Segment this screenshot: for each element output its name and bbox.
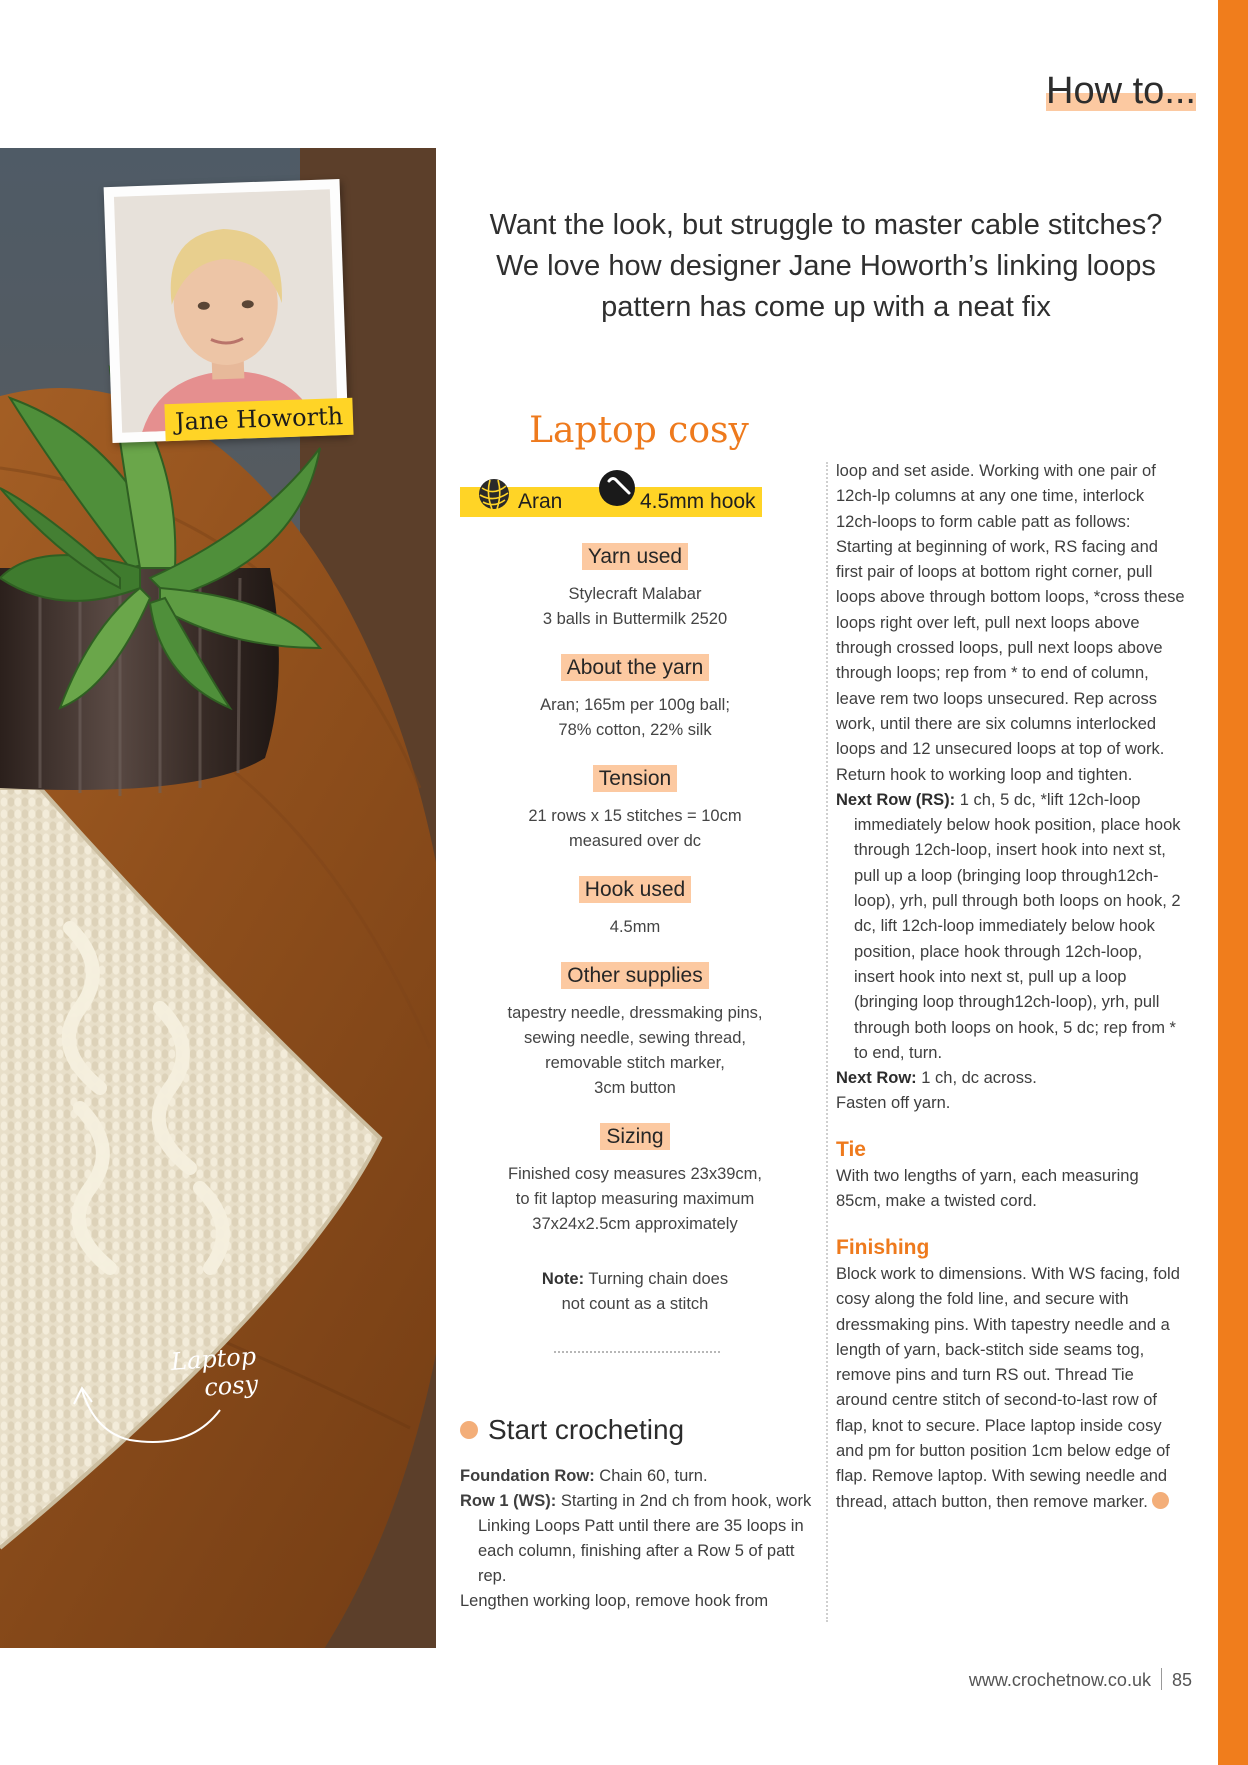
sizing-line: Finished cosy measures 23x39cm, <box>507 1165 763 1183</box>
next-row-rs-text: 1 ch, 5 dc, *lift 12ch-loop immediately below hook position, place hook through 12ch-loop, insert hook into next st, pull up a loop (bringing loop through12ch-loop), yrh, pull through both loops on hook, 2 dc, lift 12ch-loop immediately below hook position, place hook through 12ch-loop, insert hook into next st, pull up a loop (bringing loop through12ch-loop), yrh, pull through both loops on hook, 5 dc; rep from * to end, turn. <box>854 790 1181 1062</box>
foundation-row <box>460 1464 812 1489</box>
hook-used-block <box>470 876 800 940</box>
tension-line: 21 rows x 15 stitches = 10cm <box>528 807 742 825</box>
start-crocheting-body <box>460 1464 812 1614</box>
row-1-text: Starting in 2nd ch from hook, work Linking Loops Patt until there are 35 loops in each column, finishing after a Row 5 of patt rep. <box>478 1492 812 1585</box>
sizing-line: 37x24x2.5cm approximately <box>532 1215 738 1233</box>
sizing-line: to fit laptop measuring maximum <box>515 1190 755 1208</box>
column-divider <box>826 462 828 1622</box>
other-supplies-heading: Other supplies <box>561 962 708 989</box>
bullet-dot-icon <box>460 1421 478 1439</box>
about-yarn-block <box>470 654 800 743</box>
yarn-used-text <box>470 582 800 632</box>
section-divider <box>554 1351 720 1353</box>
tie-text: With two lengths of yarn, each measuring 85cm, make a twisted cord. <box>836 1167 1139 1211</box>
next-row <box>836 1066 1186 1091</box>
supplies-line: 3cm button <box>594 1079 676 1097</box>
next-row-rs <box>836 788 1186 1066</box>
finishing-heading: Finishing <box>836 1235 930 1259</box>
supplies-line: sewing needle, sewing thread, <box>524 1029 746 1047</box>
footer-separator <box>1161 1668 1162 1690</box>
start-crocheting-heading-text: Start crocheting <box>488 1414 685 1445</box>
end-bullet-icon <box>1152 1492 1169 1509</box>
next-row-text: 1 ch, dc across. <box>916 1069 1037 1088</box>
about-yarn-heading: About the yarn <box>561 654 710 681</box>
yarn-used-heading: Yarn used <box>582 543 688 570</box>
note-line: Turning chain does <box>584 1270 729 1288</box>
page-footer <box>969 1668 1192 1691</box>
yarn-used-block <box>470 543 800 632</box>
tension-block <box>470 765 800 854</box>
tie-heading: Tie <box>836 1137 866 1161</box>
about-yarn-line: 78% cotton, 22% silk <box>558 721 712 739</box>
hook-used-text: 4.5mm <box>609 918 661 936</box>
foundation-row-label: Foundation Row: <box>460 1467 595 1485</box>
intro-standfirst: Want the look, but struggle to master cable stitches? We love how designer Jane Howorth’s linking loops pattern has come up with a neat fix <box>489 209 1163 323</box>
other-supplies-text <box>470 1001 800 1101</box>
yarn-hook-strip <box>460 487 762 517</box>
tension-heading: Tension <box>593 765 677 792</box>
hook-used-heading: Hook used <box>579 876 691 903</box>
foundation-row-text: Chain 60, turn. <box>594 1467 708 1485</box>
note-line: not count as a stitch <box>561 1295 709 1313</box>
yarn-weight-label: Aran <box>518 490 563 513</box>
page-edge-accent-bar <box>1218 0 1248 1765</box>
supplies-line: tapestry needle, dressmaking pins, <box>507 1004 763 1022</box>
next-row-rs-label: Next Row (RS): <box>836 790 956 809</box>
cable-instructions: loop and set aside. Working with one pair of 12ch-lp columns at any one time, interlock 12ch-loops to form cable patt as follows: Starting at beginning of work, RS facing and first pair of loops at bottom right corner, pull loops above through bottom loops, *cross these loops right over left, pull next loops above through crossed loops, pull next loops above through loops; rep from * to end of column, leave rem two loops unsecured. Rep across work, until there are six columns interlocked loops and 12 unsecured loops at top of work. Return hook to working loop and tighten. <box>836 462 1185 784</box>
tension-text <box>470 804 800 854</box>
finishing-text <box>836 1262 1186 1515</box>
section-header <box>1046 70 1196 113</box>
other-supplies-block <box>470 962 800 1101</box>
page-number: 85 <box>1171 1670 1192 1690</box>
start-crocheting-section <box>460 1414 812 1614</box>
footer-url[interactable]: www.crochetnow.co.uk <box>968 1670 1151 1690</box>
finishing-body: Block work to dimensions. With WS facing, fold cosy along the fold line, and secure with dressmaking pins. With tapestry needle and a length of yarn, back-stitch side seams tog, remove pins and turn RS out. Thread Tie around centre stitch of second-to-last row of flap, knot to secure. Place laptop inside cosy and pm for button position 1cm below edge of flap. Remove laptop. With sewing needle and thread, attach button, then remove marker. <box>836 1264 1180 1511</box>
note-block <box>470 1267 800 1317</box>
yarn-used-line: 3 balls in Buttermilk 2520 <box>542 610 728 628</box>
note-text <box>470 1267 800 1317</box>
pattern-title: Laptop cosy <box>529 410 749 451</box>
hook-size-label: 4.5mm hook <box>640 490 756 513</box>
photo-caption-line-1: Laptop <box>170 1342 257 1376</box>
designer-name-tag: Jane Howorth <box>164 398 353 442</box>
curved-arrow-icon <box>70 1370 230 1450</box>
supplies-line: removable stitch marker, <box>545 1054 725 1072</box>
crochet-hook-icon <box>597 468 637 508</box>
lengthen-loop-text: Lengthen working loop, remove hook from <box>460 1592 769 1610</box>
about-yarn-line: Aran; 165m per 100g ball; <box>540 696 730 714</box>
next-row-label: Next Row: <box>836 1069 917 1088</box>
photo-caption-line-2: cosy <box>203 1370 259 1402</box>
instructions-column <box>836 459 1186 1515</box>
sizing-block <box>470 1123 800 1237</box>
sizing-text <box>470 1162 800 1237</box>
tension-line: measured over dc <box>568 832 702 850</box>
sizing-heading: Sizing <box>600 1123 669 1150</box>
pattern-specs-column <box>470 410 800 1353</box>
yarn-used-line: Stylecraft Malabar <box>568 585 702 603</box>
note-label: Note: <box>541 1270 585 1288</box>
designer-portrait-image <box>114 189 338 432</box>
start-crocheting-heading <box>460 1414 812 1446</box>
fasten-off-text: Fasten off yarn. <box>836 1094 951 1113</box>
section-header-text: How to... <box>1046 70 1196 112</box>
row-1 <box>460 1489 812 1589</box>
row-1-label: Row 1 (WS): <box>460 1492 557 1510</box>
about-yarn-text <box>470 693 800 743</box>
yarn-ball-icon <box>476 476 512 512</box>
